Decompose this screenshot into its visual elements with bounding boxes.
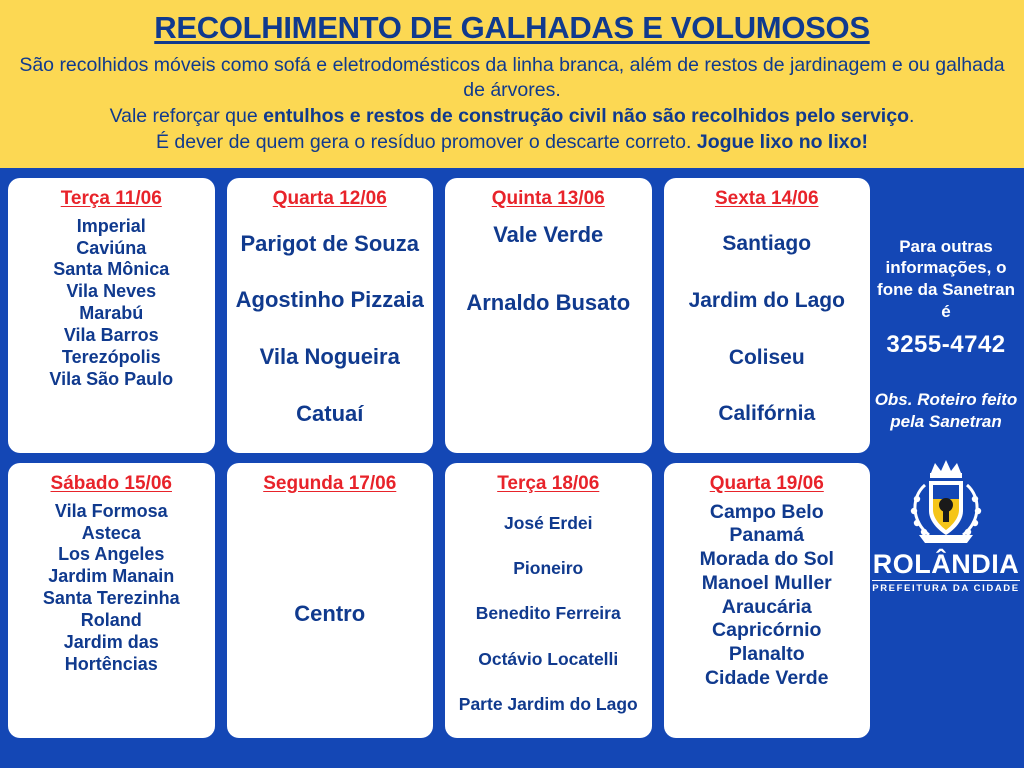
list-item: Planalto xyxy=(728,643,805,666)
card-neighborhood-list xyxy=(16,501,207,728)
list-item: Campo Belo xyxy=(709,500,824,523)
list-item: Los Angeles xyxy=(58,544,165,565)
list-item: Arnaldo Busato xyxy=(466,290,631,316)
brand-name: ROLÂNDIA xyxy=(872,549,1020,580)
header-line-3 xyxy=(16,130,1008,156)
list-item: Cidade Verde xyxy=(704,667,829,690)
list-item: Parte Jardim do Lago xyxy=(458,694,638,715)
card-date: Sábado 15/06 xyxy=(50,472,172,494)
list-item: Vila Neves xyxy=(66,281,157,302)
list-item: José Erdei xyxy=(503,512,593,533)
card-neighborhood-list xyxy=(235,501,426,728)
header-line-3-bold: Jogue lixo no lixo! xyxy=(696,130,869,153)
list-item: Manoel Muller xyxy=(701,571,832,594)
list-item: Vila Barros xyxy=(63,325,159,346)
schedule-card xyxy=(445,463,652,738)
header-line-3-prefix: É dever de quem gera o resíduo promover o descarte correto. xyxy=(155,130,697,153)
schedule-grid xyxy=(8,178,870,738)
card-date: Segunda 17/06 xyxy=(263,472,397,494)
phone-number: 3255-4742 xyxy=(886,330,1006,358)
list-item: Roland xyxy=(80,610,142,631)
card-neighborhood-list xyxy=(672,216,863,443)
card-neighborhood-list xyxy=(453,501,644,728)
header-line-2-bold: entulhos e restos de construção civil não são recolhidos pelo serviço xyxy=(263,105,909,128)
contact-info-text: Para outras informações, o fone da Sanetran é xyxy=(877,236,1015,321)
list-item: Morada do Sol xyxy=(699,548,834,571)
list-item: Vila Nogueira xyxy=(259,344,400,370)
list-item: Vila São Paulo xyxy=(49,369,174,390)
list-item: Parigot de Souza xyxy=(240,230,419,256)
card-neighborhood-list xyxy=(453,216,644,443)
info-sidebar xyxy=(872,178,1020,738)
list-item: Santiago xyxy=(722,232,812,256)
card-neighborhood-list xyxy=(235,216,426,443)
list-item: Santa Terezinha xyxy=(42,588,180,609)
list-item: Marabú xyxy=(79,303,144,324)
list-item: Araucária xyxy=(721,595,812,618)
list-item: Califórnia xyxy=(718,402,816,426)
schedule-card xyxy=(664,178,871,453)
card-neighborhood-list xyxy=(16,216,207,443)
card-date: Quinta 13/06 xyxy=(491,187,605,209)
list-item: Centro xyxy=(294,600,366,626)
list-item: Jardim Manain xyxy=(48,566,175,587)
schedule-card xyxy=(227,178,434,453)
list-item: Caviúna xyxy=(76,237,147,258)
page-title: RECOLHIMENTO DE GALHADAS E VOLUMOSOS xyxy=(154,10,870,45)
list-item: Capricórnio xyxy=(712,619,822,642)
city-brand xyxy=(872,551,1019,594)
schedule-card xyxy=(445,178,652,453)
list-item: Panamá xyxy=(729,524,805,547)
schedule-card xyxy=(664,463,871,738)
card-date: Quarta 19/06 xyxy=(709,472,824,494)
observation-text: Obs. Roteiro feito pela Sanetran xyxy=(874,389,1018,432)
list-item: Santa Mônica xyxy=(53,259,170,280)
header-line-2-suffix: . xyxy=(909,105,915,128)
list-item: Agostinho Pizzaia xyxy=(235,287,424,313)
brand-subtitle: PREFEITURA DA CIDADE xyxy=(872,580,1019,594)
card-date: Sexta 14/06 xyxy=(714,187,819,209)
list-item: Jardim do Lago xyxy=(688,288,845,312)
city-coat-of-arms-icon xyxy=(903,455,989,547)
list-item: Imperial xyxy=(76,215,146,236)
list-item: Terezópolis xyxy=(61,347,161,368)
list-item: Pioneiro xyxy=(513,557,584,578)
schedule-board xyxy=(0,168,1024,748)
list-item: Vale Verde xyxy=(493,221,604,247)
list-item: Coliseu xyxy=(728,345,805,369)
list-item: Octávio Locatelli xyxy=(478,648,619,669)
list-item: Benedito Ferreira xyxy=(475,603,621,624)
card-neighborhood-list xyxy=(672,501,863,728)
schedule-card xyxy=(227,463,434,738)
header-line-2-prefix: Vale reforçar que xyxy=(109,105,264,128)
list-item: Asteca xyxy=(81,522,141,543)
schedule-card xyxy=(8,463,215,738)
header-line-1: São recolhidos móveis como sofá e eletrodomésticos da linha branca, além de restos de jardinagem e ou galhada de árvores. xyxy=(19,53,1005,102)
card-date: Quarta 12/06 xyxy=(272,187,387,209)
card-date: Terça 18/06 xyxy=(497,472,600,494)
card-date: Terça 11/06 xyxy=(60,187,162,209)
header-line-2 xyxy=(16,104,1008,130)
schedule-card xyxy=(8,178,215,453)
list-item: Jardim das Hortências xyxy=(63,632,159,675)
poster-header xyxy=(0,0,1024,168)
list-item: Catuaí xyxy=(296,400,364,426)
list-item: Vila Formosa xyxy=(54,500,168,521)
